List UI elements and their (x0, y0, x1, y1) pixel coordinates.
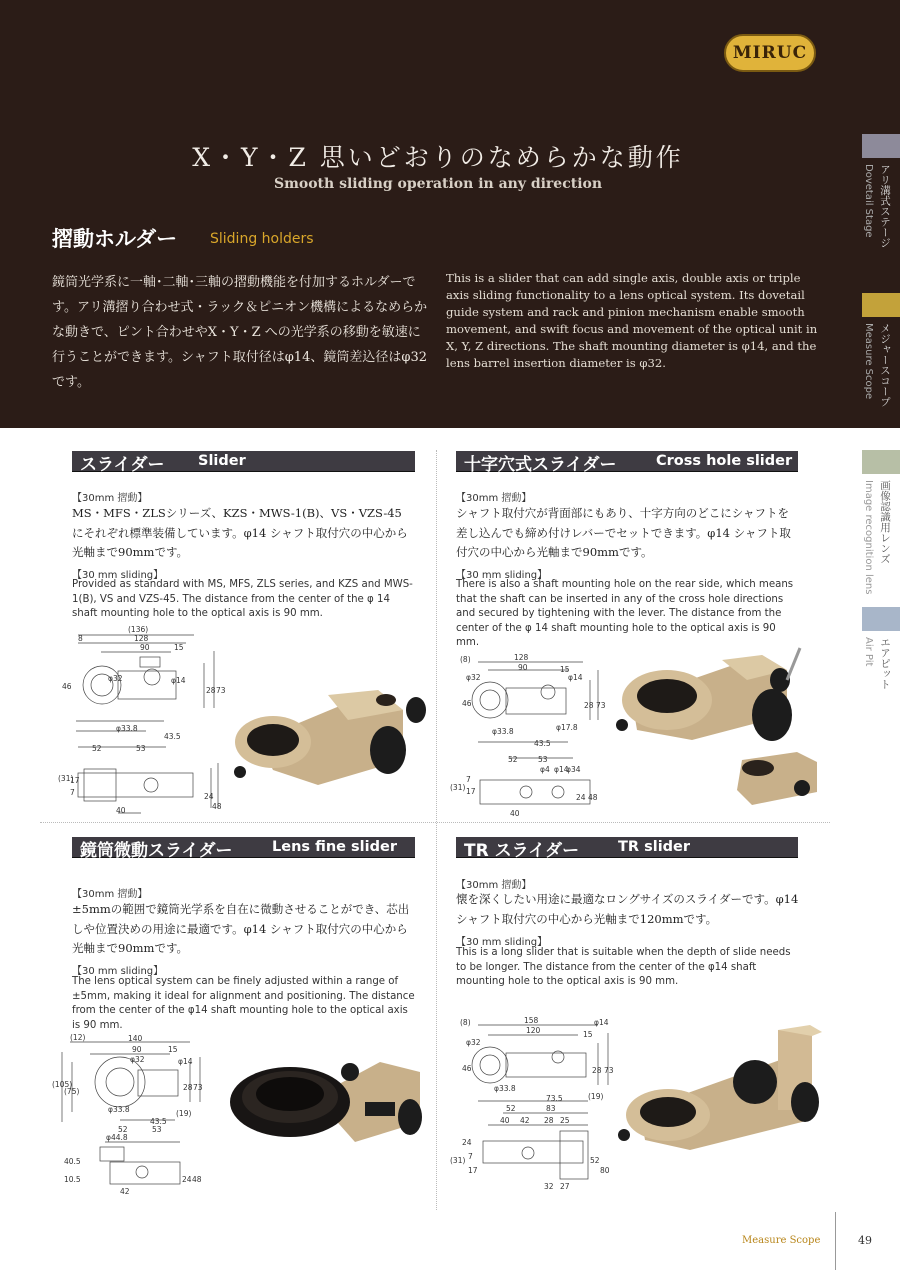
svg-text:73: 73 (604, 1066, 614, 1075)
svg-text:φ14: φ14 (594, 1018, 609, 1027)
svg-text:φ33.8: φ33.8 (108, 1105, 130, 1114)
svg-text:(31): (31) (450, 783, 466, 792)
svg-text:15: 15 (560, 665, 570, 674)
svg-text:52: 52 (118, 1125, 128, 1134)
svg-text:φ14: φ14 (568, 673, 583, 682)
svg-text:φ17.8: φ17.8 (556, 723, 578, 732)
miruc-logo: MIRUC (724, 34, 816, 72)
fine-product-photo (215, 1042, 430, 1162)
svg-text:φ4: φ4 (540, 765, 550, 774)
svg-text:158: 158 (524, 1016, 539, 1025)
svg-text:42: 42 (520, 1116, 530, 1125)
svg-text:φ33.8: φ33.8 (492, 727, 514, 736)
svg-text:φ34: φ34 (566, 765, 581, 774)
svg-text:7: 7 (70, 788, 75, 797)
svg-text:90: 90 (518, 663, 528, 672)
tr-desc-en: This is a long slider that is suitable when the depth of slide needs to be longer. The distance from the center of the φ14 shaft mounting hole to the optical axis is 90 mm. (456, 947, 791, 987)
svg-text:17: 17 (70, 776, 80, 785)
cross-slider-title-bar: 十字穴式スライダー Cross hole slider (456, 451, 798, 472)
svg-text:53: 53 (152, 1125, 162, 1134)
svg-text:φ32: φ32 (130, 1055, 145, 1064)
svg-text:120: 120 (526, 1026, 541, 1035)
svg-text:15: 15 (168, 1045, 178, 1054)
svg-text:φ32: φ32 (466, 1038, 481, 1047)
column-divider (436, 450, 437, 1210)
svg-text:φ14: φ14 (171, 676, 186, 685)
svg-text:(8): (8) (460, 1018, 471, 1027)
svg-text:46: 46 (62, 682, 72, 691)
cross-desc-jp: シャフト取付穴が背面部にもあり、十字方向のどこにシャフトを差し込んでも締め付けレバーでセットできます。φ14 シャフト取付穴の中心から光軸まで90mmです。 (456, 506, 791, 559)
side-tab-image-recognition[interactable]: 画像認識用レンズ Image recognition lens (862, 450, 900, 600)
svg-text:43.5: 43.5 (150, 1117, 167, 1126)
cross-dimension-drawing (448, 650, 608, 820)
slider-dimension-drawing (56, 623, 226, 818)
svg-text:(8): (8) (460, 655, 471, 664)
slider-product-photo (228, 660, 436, 800)
svg-text:(75): (75) (64, 1087, 80, 1096)
svg-text:40: 40 (510, 809, 520, 818)
tr-dimension-drawing (448, 1013, 618, 1198)
cross-tag-jp: 【30mm 摺動】 (456, 493, 532, 504)
page-number: 49 (858, 1234, 872, 1247)
svg-text:8: 8 (78, 634, 83, 643)
svg-text:28: 28 (592, 1066, 602, 1075)
fine-desc-jp: ±5mmの範囲で鏡筒光学系を自在に微動させることができ、芯出しや位置決めの用途に最適です。φ14 シャフト取付穴の中心から光軸まで90mmです。 (72, 902, 410, 955)
svg-text:53: 53 (136, 744, 146, 753)
svg-text:φ14: φ14 (178, 1057, 193, 1066)
side-tab-dovetail[interactable]: アリ溝式ステージ Dovetail Stage (862, 134, 900, 284)
svg-text:43.5: 43.5 (164, 732, 181, 741)
fine-desc-en: The lens optical system can be finely adjusted within a range of ±5mm, making it ideal for alignment and positioning. The distance from the center of the φ14 shaft mounting hole to the optical axis is 90 mm. (72, 976, 415, 1031)
slider-desc-jp: MS・MFS・ZLSシリーズ、KZS・MWS-1(B)、VS・VZS-45 にそれぞれ標準装備しています。φ14 シャフト取付穴の中心から光軸まで90mmです。 (72, 506, 408, 559)
slider-tag-jp: 【30mm 摺動】 (72, 493, 148, 504)
fine-slider-title-bar: 鏡筒微動スライダー Lens fine slider (72, 837, 415, 858)
tr-tag-jp: 【30mm 摺動】 (456, 880, 532, 891)
svg-text:83: 83 (546, 1104, 556, 1113)
svg-text:46: 46 (462, 699, 472, 708)
svg-text:28: 28 (584, 701, 594, 710)
svg-text:48: 48 (588, 793, 598, 802)
svg-text:40: 40 (116, 806, 126, 815)
svg-text:52: 52 (590, 1156, 600, 1165)
svg-text:(136): (136) (128, 625, 149, 634)
svg-text:73: 73 (193, 1083, 203, 1092)
tab-color-band (862, 607, 900, 631)
svg-text:46: 46 (462, 1064, 472, 1073)
tr-desc-jp: 懐を深くしたい用途に最適なロングサイズのスライダーです。φ14 シャフト取付穴の中心から光軸まで120mmです。 (456, 892, 799, 926)
svg-text:φ33.8: φ33.8 (116, 724, 138, 733)
svg-text:48: 48 (192, 1175, 202, 1184)
svg-text:(19): (19) (176, 1109, 192, 1118)
svg-text:φ32: φ32 (108, 674, 123, 683)
svg-text:90: 90 (140, 643, 150, 652)
cross-desc-en: There is also a shaft mounting hole on the rear side, which means that the shaft can be inserted in any of the cross hole directions and secured by tightening with the lever. The distance from the center of the φ 14 shaft mounting hole to the optical axis is 90 mm. (456, 579, 794, 648)
svg-text:φ44.8: φ44.8 (106, 1133, 128, 1142)
hero-subtitle: Smooth sliding operation in any direction (273, 176, 603, 192)
footer-divider (835, 1212, 836, 1270)
svg-text:27: 27 (560, 1182, 570, 1191)
svg-text:73.5: 73.5 (546, 1094, 563, 1103)
svg-text:10.5: 10.5 (64, 1175, 81, 1184)
intro-text-jp: 鏡筒光学系に一軸･二軸･三軸の摺動機能を付加するホルダーです。アリ溝摺り合わせ式・ラック＆ピニオン機構によるなめらかな動きで、ピント合わせやX・Y・Z への光学系の移動を敏速に行うことができます。シャフト取付径はφ14、鏡筒差込径はφ32です。 (52, 275, 428, 390)
tr-tag-en: 【30 mm sliding】 (456, 937, 548, 948)
svg-text:17: 17 (466, 787, 476, 796)
svg-text:25: 25 (560, 1116, 570, 1125)
intro-text-en: This is a slider that can add single axis, double axis or triple axis sliding functionality to a lens optical system. Its dovetail guide system and rack and pinion mechanism enable smooth movement, and swift focus and movement of the optical unit in X, Y, Z directions. The shaft mounting diameter is φ14, and the lens barrel insertion diameter is φ32. (446, 271, 818, 370)
svg-text:28: 28 (206, 686, 216, 695)
svg-text:φ33.8: φ33.8 (494, 1084, 516, 1093)
svg-text:73: 73 (596, 701, 606, 710)
tab-color-band (862, 134, 900, 158)
footer-section-label: Measure Scope (742, 1235, 821, 1246)
svg-text:28: 28 (183, 1083, 193, 1092)
cross-product-photo (612, 640, 827, 820)
tab-color-band (862, 293, 900, 317)
svg-text:40: 40 (500, 1116, 510, 1125)
svg-text:24: 24 (182, 1175, 192, 1184)
tr-slider-title-bar: TR スライダー TR slider (456, 837, 798, 858)
slider-title-bar: スライダー Slider (72, 451, 415, 472)
svg-text:(12): (12) (70, 1033, 86, 1042)
svg-text:52: 52 (506, 1104, 516, 1113)
svg-text:140: 140 (128, 1034, 143, 1043)
svg-text:24: 24 (576, 793, 586, 802)
svg-text:24: 24 (204, 792, 214, 801)
svg-text:(105): (105) (52, 1080, 73, 1089)
svg-text:7: 7 (466, 775, 471, 784)
svg-text:φ32: φ32 (466, 673, 481, 682)
hero-title: X・Y・Z 思いどおりのなめらかな動作 (192, 143, 684, 172)
svg-text:53: 53 (538, 755, 548, 764)
svg-text:15: 15 (174, 643, 184, 652)
svg-text:73: 73 (216, 686, 226, 695)
fine-tag-jp: 【30mm 摺動】 (72, 889, 148, 900)
row-divider (40, 822, 830, 823)
svg-text:52: 52 (508, 755, 518, 764)
svg-text:17: 17 (468, 1166, 478, 1175)
svg-text:32: 32 (544, 1182, 554, 1191)
svg-text:43.5: 43.5 (534, 739, 551, 748)
svg-text:42: 42 (120, 1187, 130, 1196)
svg-text:7: 7 (468, 1152, 473, 1161)
svg-text:52: 52 (92, 744, 102, 753)
svg-text:φ14: φ14 (554, 765, 569, 774)
side-tab-measure-scope[interactable]: メジャースコープ Measure Scope (862, 293, 900, 428)
svg-text:48: 48 (212, 802, 222, 811)
slider-desc-en: Provided as standard with MS, MFS, ZLS series, and KZS and MWS-1(B), VS and VZS-45. The distance from the center of the φ 14 shaft mounting hole to the optical axis is 90 mm. (72, 579, 413, 619)
section-title-en: Sliding holders (210, 231, 314, 247)
fine-dimension-drawing (50, 1032, 210, 1197)
section-title-jp: 摺動ホルダー (52, 227, 178, 251)
slider-tag-en: 【30 mm sliding】 (72, 570, 164, 581)
svg-text:40.5: 40.5 (64, 1157, 81, 1166)
hero-banner (0, 0, 900, 428)
svg-text:(31): (31) (58, 774, 74, 783)
svg-text:28: 28 (544, 1116, 554, 1125)
svg-text:24: 24 (462, 1138, 472, 1147)
svg-text:128: 128 (514, 653, 529, 662)
svg-text:(31): (31) (450, 1156, 466, 1165)
svg-text:128: 128 (134, 634, 149, 643)
side-tab-air-pit[interactable]: エアピット Air Pit (862, 607, 900, 727)
svg-text:80: 80 (600, 1166, 610, 1175)
tab-color-band (862, 450, 900, 474)
svg-text:(19): (19) (588, 1092, 604, 1101)
svg-text:15: 15 (583, 1030, 593, 1039)
cross-tag-en: 【30 mm sliding】 (456, 570, 548, 581)
tr-product-photo (610, 1020, 830, 1160)
svg-text:90: 90 (132, 1045, 142, 1054)
fine-tag-en: 【30 mm sliding】 (72, 966, 164, 977)
